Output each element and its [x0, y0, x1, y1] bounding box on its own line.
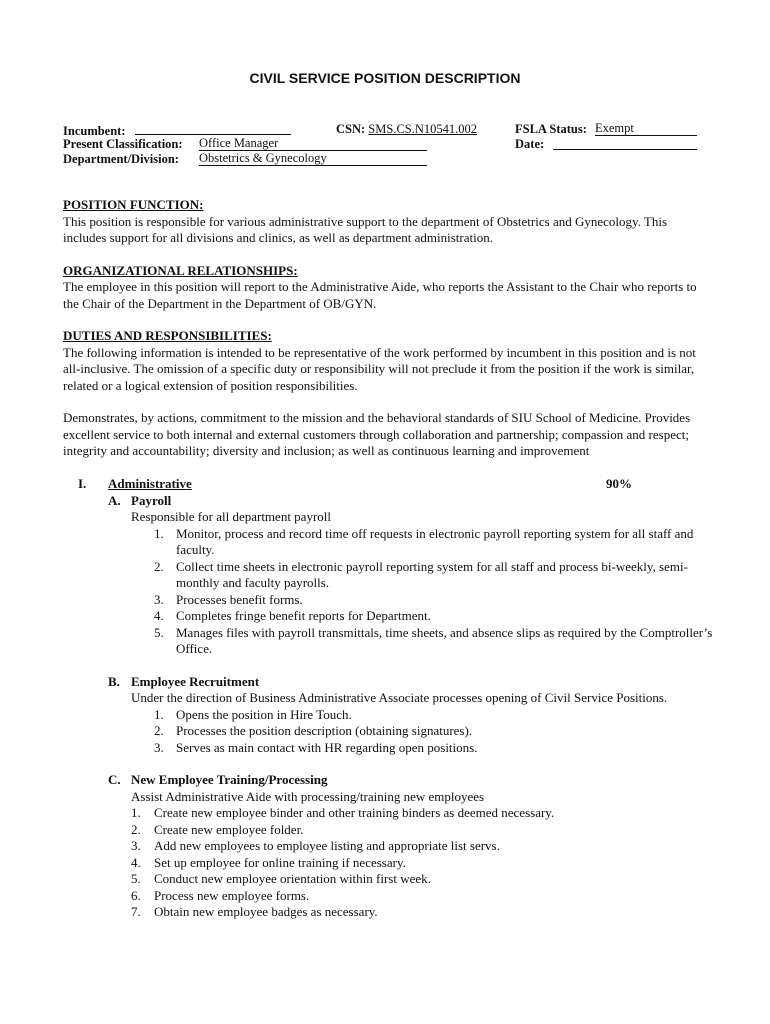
list-item: 2. Create new employee folder. [131, 821, 304, 837]
date-label: Date: [515, 137, 545, 151]
fsla-label: FSLA Status: [515, 122, 587, 136]
section-administrative [63, 476, 713, 493]
recruitment-list [63, 707, 713, 757]
subsection-payroll [108, 493, 713, 510]
department-label: Department/Division: [63, 152, 179, 166]
incumbent-label: Incumbent: [63, 124, 126, 138]
position-function-heading: POSITION FUNCTION: [63, 197, 204, 212]
fsla-value: Exempt [595, 122, 697, 136]
subsection-recruitment [108, 674, 713, 691]
section-number: I. [78, 475, 87, 491]
section-label: Administrative [108, 475, 192, 491]
subsection-title: Employee Recruitment [131, 673, 260, 689]
list-item: 7. Obtain new employee badges as necessary. [131, 904, 378, 919]
list-item: 1. Create new employee binder and other training binders as deemed necessary. [131, 805, 555, 820]
document-title: CIVIL SERVICE POSITION DESCRIPTION [249, 70, 521, 86]
list-item: 3. Serves as main contact with HR regarding open positions. [154, 739, 478, 755]
position-function-text: This position is responsible for various administrative support to the department of Obstetrics and Gynecology. This includes support for all divisions and clinics, as well as department administration. [63, 213, 668, 245]
org-relationships-text: The employee in this position will report to the Administrative Aide, who reports the Assistant to the Chair who reports to the Chair of the Department in the Department of OB/GYN. [63, 279, 697, 311]
list-item: 3. Processes benefit forms. [154, 591, 303, 607]
list-item: 5. Conduct new employee orientation within first week. [131, 871, 431, 886]
list-item: 3. Add new employees to employee listing and appropriate list servs. [131, 838, 500, 853]
header-right [515, 121, 634, 152]
duties-commitment: Demonstrates, by actions, commitment to the mission and the behavioral standards of SIU School of Medicine. Provides excellent service to both internal and external customers through collaboration and partnership; compassion and respect; integrity and accountability; diversity and inclusion; as well as continuous learning and improvement [63, 410, 691, 458]
training-list [63, 805, 713, 921]
date-blank [553, 137, 697, 150]
subsection-letter: A. [108, 492, 121, 508]
subsection-desc: Responsible for all department payroll [131, 509, 332, 524]
subsection-letter: B. [108, 673, 120, 689]
subsection-title: Payroll [131, 492, 172, 508]
list-item: 2. Processes the position description (obtaining signatures). [154, 723, 473, 738]
list-item: 4. Set up employee for online training if necessary. [131, 854, 406, 870]
classification-value: Office Manager [199, 137, 427, 151]
csn-value: SMS.CS.N10541.002 [368, 122, 478, 136]
list-item: 6. Process new employee forms. [131, 887, 310, 903]
list-item: 4. Completes fringe benefit reports for Department. [154, 608, 431, 623]
payroll-list [63, 526, 713, 658]
incumbent-blank [135, 122, 291, 135]
subsection-letter: C. [108, 772, 121, 787]
csn-field [336, 122, 477, 137]
subsection-title: New Employee Training/Processing [131, 772, 328, 787]
subsection-desc: Under the direction of Business Administrative Associate processes opening of Civil Service Positions. [131, 690, 668, 705]
document-body [63, 197, 713, 921]
org-relationships-heading: ORGANIZATIONAL RELATIONSHIPS: [63, 262, 298, 278]
department-value: Obstetrics & Gynecology [199, 152, 427, 166]
subsection-desc: Assist Administrative Aide with processing/training new employees [131, 788, 485, 804]
subsection-training [108, 772, 713, 789]
section-percent: 90% [606, 475, 632, 491]
list-item: 2. Collect time sheets in electronic payroll reporting system for all staff and process bi-weekly, semi-monthly and faculty payrolls. [154, 558, 688, 590]
duties-heading: DUTIES AND RESPONSIBILITIES: [63, 328, 272, 343]
csn-label: CSN: [336, 122, 366, 136]
header-left [63, 122, 327, 167]
list-item: 1. Monitor, process and record time off requests in electronic payroll reporting system for all staff and faculty. [154, 525, 694, 557]
classification-label: Present Classification: [63, 137, 183, 151]
list-item: 5. Manages files with payroll transmittals, time sheets, and absence slips as required by the Comptroller’s Office. [154, 624, 713, 656]
duties-intro: The following information is intended to be representative of the work performed by incumbent in this position and is not all-inclusive. The omission of a specific duty or responsibility will not preclude it from the position if the work is similar, related or a logical extension of position responsibilities. [63, 344, 696, 393]
list-item: 1. Opens the position in Hire Touch. [154, 706, 352, 722]
